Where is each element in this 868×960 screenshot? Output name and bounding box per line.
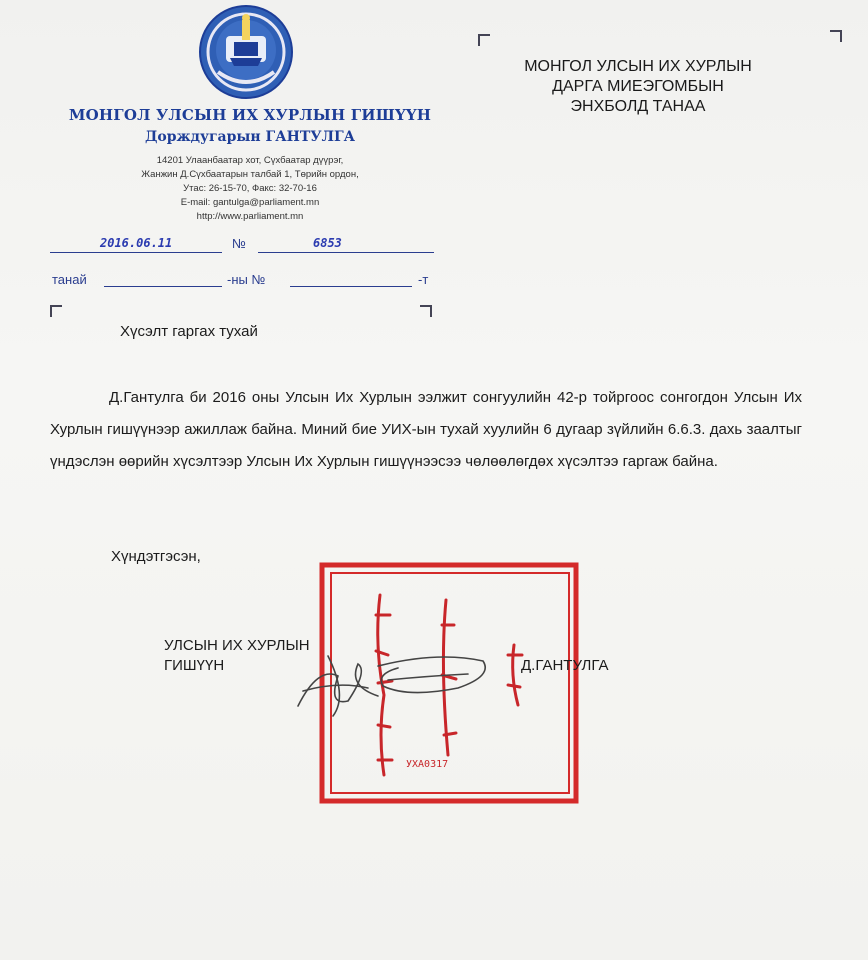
- addressee-line: ДАРГА МИЕЭГОМБЫН: [552, 78, 724, 95]
- corner-mark: [420, 305, 432, 317]
- stamp-serial: УХА0317: [406, 759, 449, 770]
- corner-mark: [50, 305, 62, 317]
- ny-label: -ны №: [227, 272, 266, 287]
- handwritten-number: 6853: [313, 236, 342, 250]
- signatory-name: Д.ГАНТУЛГА: [521, 657, 609, 674]
- handwritten-date: 2016.06.11: [100, 236, 173, 250]
- tanai-label: танай: [52, 272, 87, 287]
- website-line: http://www.parliament.mn: [196, 211, 304, 222]
- addressee-block: [478, 57, 798, 117]
- phone-line: Утас: 26-15-70, Факс: 32-70-16: [183, 183, 317, 194]
- addressee-line: ЭНХБОЛД ТАНАА: [570, 98, 706, 115]
- tanai-underline: [104, 286, 222, 287]
- signatory-title-line: ГИШҮҮН: [164, 657, 225, 674]
- ny-underline: [290, 286, 412, 287]
- email-line: E-mail: gantulga@parliament.mn: [180, 197, 320, 208]
- number-underline: [258, 252, 434, 253]
- addressee-line: МОНГОЛ УЛСЫН ИХ ХУРЛЫН: [524, 58, 752, 75]
- handwritten-signature: [288, 636, 498, 726]
- t-label: -т: [418, 272, 429, 287]
- state-emblem-icon: [196, 2, 296, 102]
- letter-body: Д.Гантулга би 2016 оны Улсын Их Хурлын ээлжит сонгуулийн 42-р тойргоос сонгогдон Улсын Их Хурлын гишүүнээр ажиллаж байна. Миний бие УИХ-ын тухай хуулийн 6 дугаар зүйлийн 6.6.3. дахь заалтыг үндэслэн өөрийн хүсэлтээр Улсын Их Хурлын гишүүнээсээ чөлөөлөгдөх хүсэлтээ гаргаж байна.: [50, 389, 802, 470]
- date-underline: [50, 252, 222, 253]
- subject-line: Хүсэлт гаргах тухай: [120, 323, 258, 340]
- number-label: №: [232, 236, 246, 251]
- address-line: Жанжин Д.Сүхбаатарын талбай 1, Төрийн ордон,: [141, 169, 359, 180]
- corner-mark: [478, 34, 490, 46]
- letterhead-org: МОНГОЛ УЛСЫН ИХ ХУРЛЫН ГИШҮҮН: [68, 106, 432, 124]
- letterhead-person: Дорждугарын ГАНТУЛГА: [144, 129, 356, 145]
- address-line: 14201 Улаанбаатар хот, Сүхбаатар дүүрэг,: [156, 155, 344, 166]
- signatory-title-line: УЛСЫН ИХ ХУРЛЫН: [164, 637, 310, 654]
- closing-salutation: Хүндэтгэсэн,: [111, 548, 201, 565]
- corner-mark: [830, 30, 842, 42]
